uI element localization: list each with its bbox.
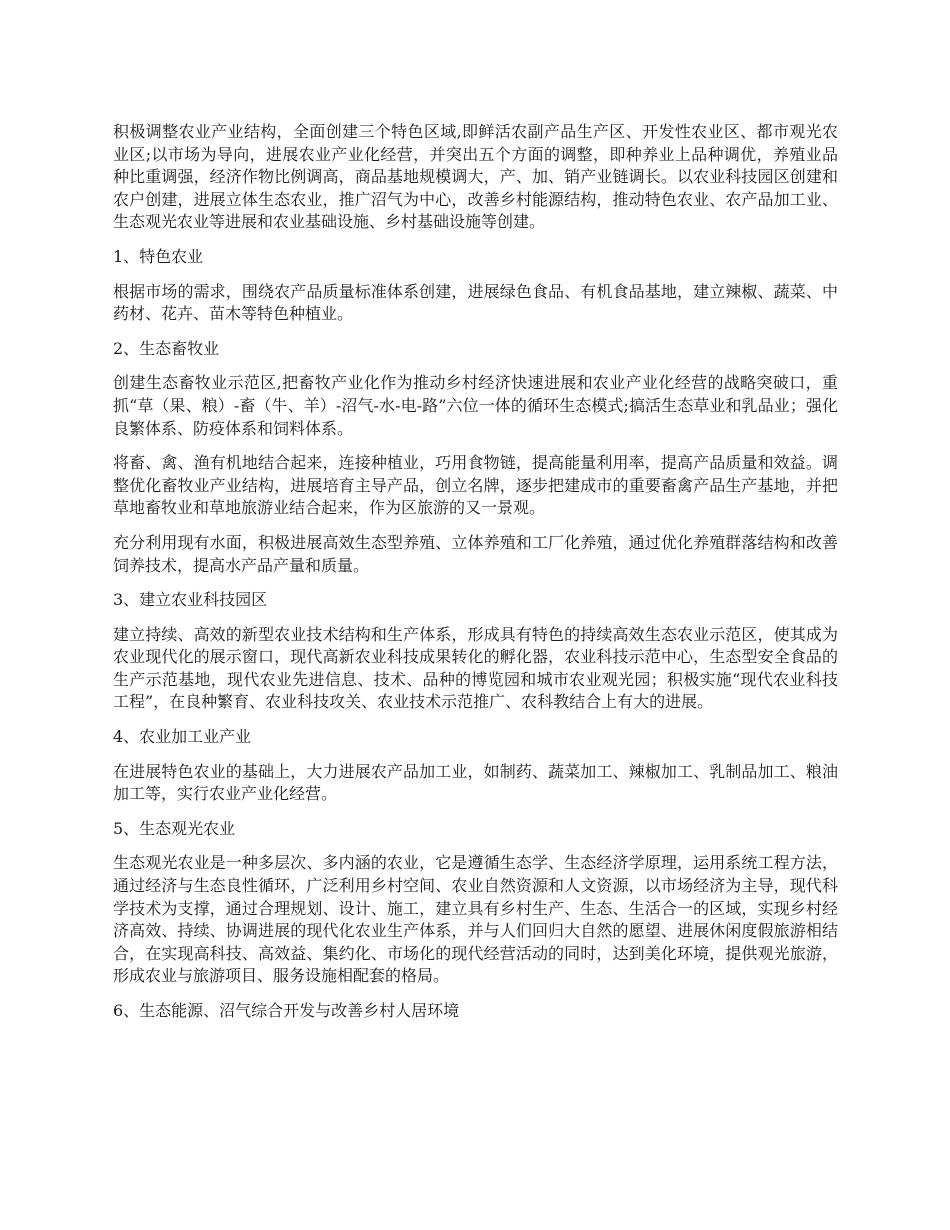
section-3-paragraph: 建立持续、高效的新型农业技术结构和生产体系，形成具有特色的持续高效生态农业示范区，使其成为农业现代化的展示窗口，现代高新农业科技成果转化的孵化器，农业科技示范中心，生态型安全食品的生产示范基地，现代农业先进信息、技术、品种的博览园和城市农业观光园；积极实施“现代农业科技工程”，在良种繁育、农业科技攻关、农业技术示范推广、农科教结合上有大的进展。 xyxy=(113,624,838,712)
section-1-paragraph: 根据市场的需求，围绕农产品质量标准体系创建，进展绿色食品、有机食品基地，建立辣椒、蔬菜、中药材、花卉、苗木等特色种植业。 xyxy=(113,281,838,324)
intro-paragraph: 积极调整农业产业结构，全面创建三个特色区域,即鲜活农副产品生产区、开发性农业区、都市观光农业区;以市场为导向，进展农业产业化经营，并突出五个方面的调整，即种养业上品种调优，养殖业品种比重调强，经济作物比例调高，商品基地规模调大，产、加、销产业链调长。以农业科技园区创建和农户创建，进展立体生态农业，推广沼气为中心，改善乡村能源结构，推动特色农业、农产品加工业、生态观光农业等进展和农业基础设施、乡村基础设施等创建。 xyxy=(113,122,838,232)
section-4-paragraph: 在进展特色农业的基础上，大力进展农产品加工业，如制药、蔬菜加工、辣椒加工、乳制品加工、粮油加工等，实行农业产业化经营。 xyxy=(113,761,838,804)
section-2-paragraph-1: 创建生态畜牧业示范区,把畜牧产业化作为推动乡村经济快速进展和农业产业化经营的战略突破口，重抓“草（果、粮）-畜（牛、羊）-沼气-水-电-路”六位一体的循环生态模式;搞活生态草业和乳品业；强化良繁体系、防疫体系和饲料体系。 xyxy=(113,373,838,438)
section-2-paragraph-2: 将畜、禽、渔有机地结合起来，连接种植业，巧用食物链，提高能量利用率，提高产品质量和效益。调整优化畜牧业产业结构，进展培育主导产品，创立名牌，逐步把建成市的重要畜禽产品生产基地，并把草地畜牧业和草地旅游业结合起来，作为区旅游的又一景观。 xyxy=(113,453,838,518)
section-heading-6: 6、生态能源、沼气综合开发与改善乡村人居环境 xyxy=(113,1001,460,1020)
document-page xyxy=(113,121,838,1035)
section-heading-2: 2、生态畜牧业 xyxy=(113,338,220,358)
section-5-paragraph: 生态观光农业是一种多层次、多内涵的农业，它是遵循生态学、生态经济学原理，运用系统工程方法，通过经济与生态良性循环，广泛利用乡村空间、农业自然资源和人文资源，以市场经济为主导，现代科学技术为支撑，通过合理规划、设计、施工，建立具有乡村生产、生态、生活合一的区域，实现乡村经济高效、持续、协调进展的现代化农业生产体系，并与人们回归大自然的愿望、进展休闲度假旅游相结合，在实现高科技、高效益、集约化、市场化的现代经营活动的同时，达到美化环境，提供观光旅游，形成农业与旅游项目、服务设施相配套的格局。 xyxy=(113,853,838,986)
section-heading-5: 5、生态观光农业 xyxy=(113,818,236,838)
section-2-paragraph-3: 充分利用现有水面，积极进展高效生态型养殖、立体养殖和工厂化养殖，通过优化养殖群落结构和改善饲养技术，提高水产品产量和质量。 xyxy=(113,532,838,575)
section-heading-4: 4、农业加工业产业 xyxy=(113,727,252,747)
section-heading-3: 3、建立农业科技园区 xyxy=(113,590,268,610)
section-heading-1: 1、特色农业 xyxy=(113,246,204,266)
